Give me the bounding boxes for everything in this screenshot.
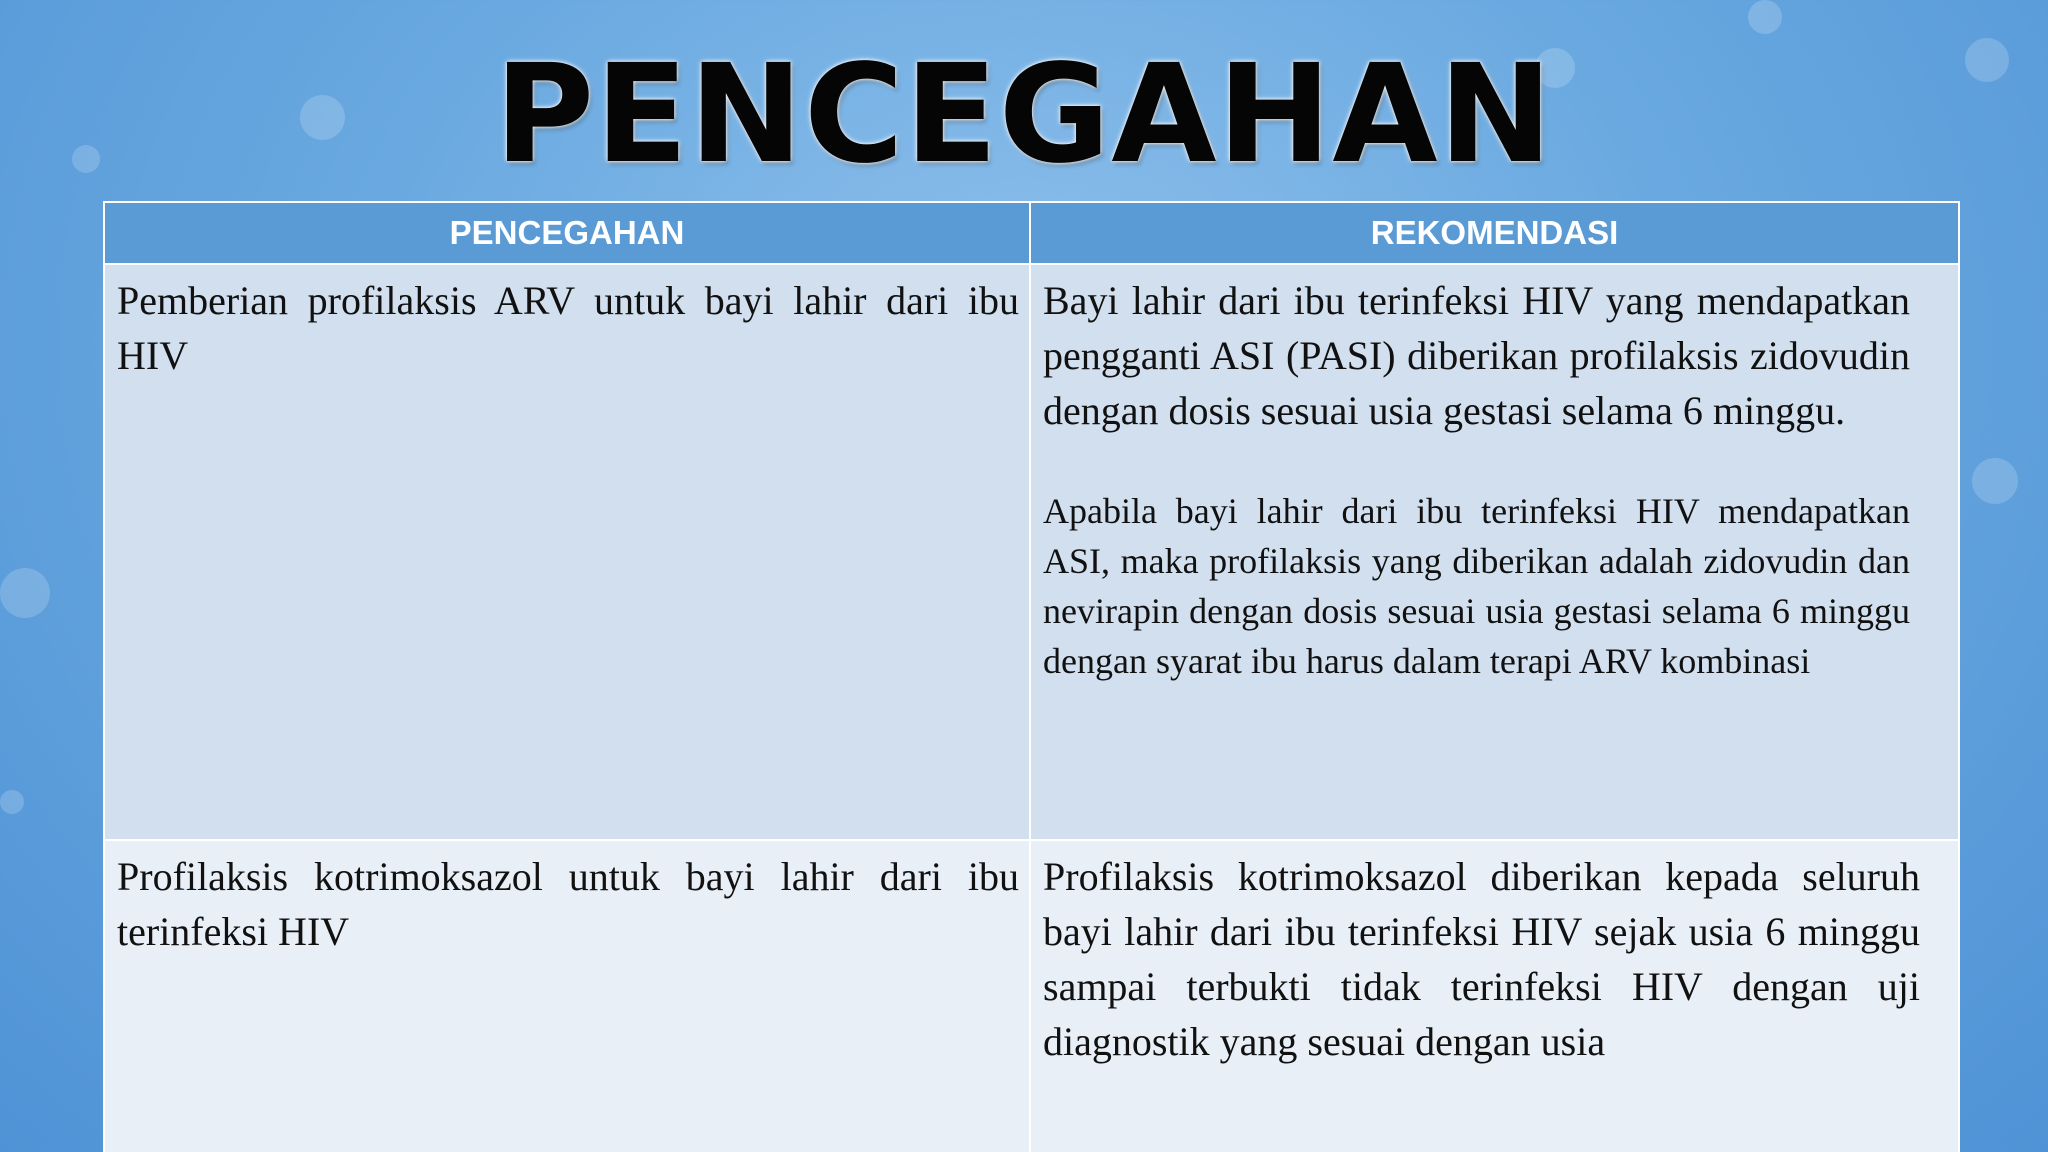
table-header-row: [104, 202, 1959, 264]
background-decoration: [1748, 0, 1782, 34]
background-decoration: [0, 790, 24, 814]
background-decoration: [1972, 458, 2018, 504]
table-cell-rekomendasi: [1030, 840, 1959, 1152]
slide-title: PENCEGAHAN: [494, 36, 1554, 194]
cell-paragraph: Apabila bayi lahir dari ibu terinfeksi HIV mendapatkan ASI, maka profilaksis yang diberikan adalah zidovudin dan nevirapin dengan dosis sesuai usia gestasi selama 6 minggu dengan syarat ibu harus dalam terapi ARV kombinasi: [1043, 491, 1910, 681]
column-header-pencegahan: PENCEGAHAN: [104, 202, 1030, 264]
background-decoration: [0, 568, 50, 618]
recommendation-table: [103, 201, 1960, 1152]
table-row: [104, 840, 1959, 1152]
cell-text: Pemberian profilaksis ARV untuk bayi lahir dari ibu HIV: [117, 278, 1019, 378]
column-header-rekomendasi: REKOMENDASI: [1030, 202, 1959, 264]
table-cell-pencegahan: [104, 264, 1030, 840]
table-row: [104, 264, 1959, 840]
cell-paragraph: Profilaksis kotrimoksazol diberikan kepada seluruh bayi lahir dari ibu terinfeksi HIV sejak usia 6 minggu sampai terbukti tidak terinfeksi HIV dengan uji diagnostik yang sesuai dengan usia: [1043, 854, 1920, 1064]
cell-text: Profilaksis kotrimoksazol untuk bayi lahir dari ibu terinfeksi HIV: [117, 854, 1019, 954]
table-cell-rekomendasi: [1030, 264, 1959, 840]
cell-paragraph: Bayi lahir dari ibu terinfeksi HIV yang mendapatkan pengganti ASI (PASI) diberikan profilaksis zidovudin dengan dosis sesuai usia gestasi selama 6 minggu.: [1043, 278, 1910, 433]
table-cell-pencegahan: [104, 840, 1030, 1152]
